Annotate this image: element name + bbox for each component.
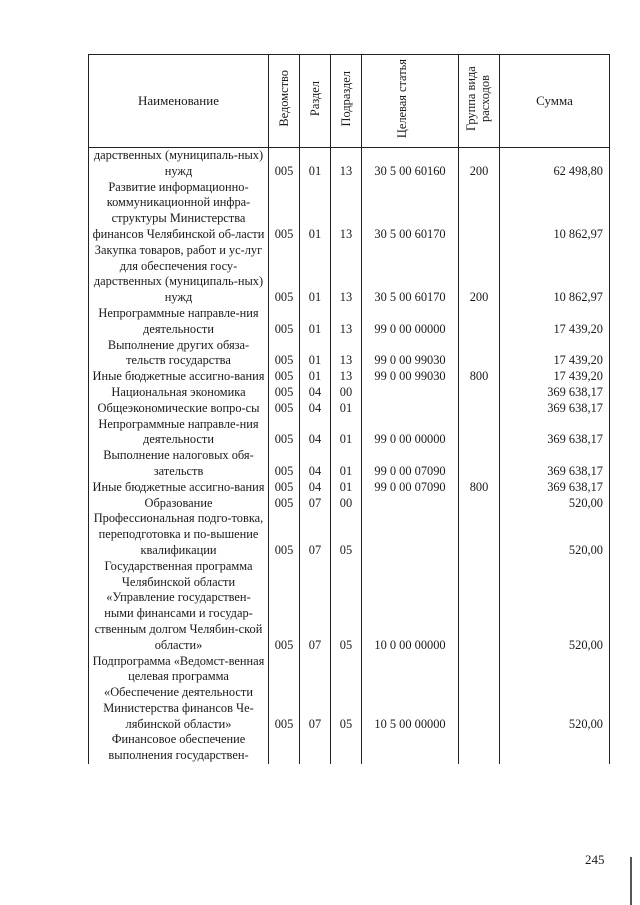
cell-gruppa bbox=[459, 654, 500, 733]
cell-vedomstvo: 005 bbox=[269, 401, 300, 417]
cell-podrazdel: 13 bbox=[331, 338, 362, 370]
cell-razdel: 07 bbox=[300, 496, 331, 512]
cell-celevaya bbox=[362, 732, 459, 764]
cell-vedomstvo bbox=[269, 732, 300, 764]
budget-table bbox=[88, 54, 610, 764]
cell-gruppa bbox=[459, 559, 500, 654]
cell-summa: 10 862,97 bbox=[500, 243, 610, 306]
cell-name: Иные бюджетные ассигно-вания bbox=[89, 480, 269, 496]
cell-gruppa bbox=[459, 448, 500, 480]
cell-vedomstvo: 005 bbox=[269, 654, 300, 733]
cell-celevaya bbox=[362, 496, 459, 512]
table-row bbox=[89, 654, 610, 733]
cell-podrazdel: 00 bbox=[331, 496, 362, 512]
table-row bbox=[89, 417, 610, 449]
table-row bbox=[89, 148, 610, 180]
cell-gruppa bbox=[459, 511, 500, 558]
cell-name: Профессиональная подго-товка, переподготовка и по-вышение квалификации bbox=[89, 511, 269, 558]
cell-vedomstvo: 005 bbox=[269, 180, 300, 243]
table-row bbox=[89, 369, 610, 385]
table-row bbox=[89, 385, 610, 401]
cell-razdel: 01 bbox=[300, 180, 331, 243]
cell-podrazdel: 13 bbox=[331, 306, 362, 338]
cell-podrazdel: 13 bbox=[331, 369, 362, 385]
header-podrazdel: Подраздел bbox=[331, 55, 362, 148]
cell-vedomstvo: 005 bbox=[269, 306, 300, 338]
cell-celevaya bbox=[362, 385, 459, 401]
cell-vedomstvo: 005 bbox=[269, 338, 300, 370]
cell-celevaya: 10 5 00 00000 bbox=[362, 654, 459, 733]
cell-celevaya: 99 0 00 07090 bbox=[362, 480, 459, 496]
cell-summa: 62 498,80 bbox=[500, 148, 610, 180]
cell-razdel: 04 bbox=[300, 417, 331, 449]
cell-gruppa bbox=[459, 401, 500, 417]
table-row bbox=[89, 496, 610, 512]
cell-razdel: 01 bbox=[300, 369, 331, 385]
cell-celevaya: 99 0 00 99030 bbox=[362, 369, 459, 385]
cell-gruppa: 200 bbox=[459, 148, 500, 180]
cell-razdel: 07 bbox=[300, 654, 331, 733]
table-row bbox=[89, 243, 610, 306]
header-name: Наименование bbox=[89, 55, 269, 148]
cell-razdel: 01 bbox=[300, 243, 331, 306]
cell-gruppa: 800 bbox=[459, 480, 500, 496]
header-gruppa: Группа вида расходов bbox=[459, 55, 500, 148]
cell-name: Иные бюджетные ассигно-вания bbox=[89, 369, 269, 385]
cell-podrazdel: 13 bbox=[331, 243, 362, 306]
cell-razdel: 04 bbox=[300, 401, 331, 417]
cell-podrazdel bbox=[331, 732, 362, 764]
table-row bbox=[89, 448, 610, 480]
cell-vedomstvo: 005 bbox=[269, 448, 300, 480]
cell-summa: 520,00 bbox=[500, 511, 610, 558]
cell-vedomstvo: 005 bbox=[269, 243, 300, 306]
cell-razdel: 01 bbox=[300, 306, 331, 338]
cell-podrazdel: 01 bbox=[331, 448, 362, 480]
cell-name: Финансовое обеспечение выполнения государствен- bbox=[89, 732, 269, 764]
cell-razdel: 07 bbox=[300, 559, 331, 654]
cell-gruppa bbox=[459, 180, 500, 243]
table-body bbox=[89, 148, 610, 765]
cell-name: Государственная программа Челябинской области «Управление государствен-ными финансами и государ-ственным долгом Челябин-ской области» bbox=[89, 559, 269, 654]
cell-celevaya: 10 0 00 00000 bbox=[362, 559, 459, 654]
cell-summa: 10 862,97 bbox=[500, 180, 610, 243]
header-vedomstvo: Ведомство bbox=[269, 55, 300, 148]
header-summa: Сумма bbox=[500, 55, 610, 148]
cell-vedomstvo: 005 bbox=[269, 496, 300, 512]
cell-name: Национальная экономика bbox=[89, 385, 269, 401]
table-header-row bbox=[89, 55, 610, 148]
cell-podrazdel: 05 bbox=[331, 559, 362, 654]
table-row bbox=[89, 306, 610, 338]
cell-summa: 369 638,17 bbox=[500, 480, 610, 496]
cell-celevaya: 99 0 00 99030 bbox=[362, 338, 459, 370]
cell-name: Подпрограмма «Ведомст-венная целевая программа «Обеспечение деятельности Министерства финансов Че-лябинской области» bbox=[89, 654, 269, 733]
cell-summa bbox=[500, 732, 610, 764]
cell-gruppa bbox=[459, 385, 500, 401]
cell-vedomstvo: 005 bbox=[269, 385, 300, 401]
cell-podrazdel: 01 bbox=[331, 401, 362, 417]
cell-celevaya bbox=[362, 401, 459, 417]
cell-name: Общеэкономические вопро-сы bbox=[89, 401, 269, 417]
cell-summa: 369 638,17 bbox=[500, 385, 610, 401]
cell-celevaya bbox=[362, 511, 459, 558]
cell-summa: 17 439,20 bbox=[500, 369, 610, 385]
scan-edge-mark bbox=[630, 857, 632, 905]
cell-name: Закупка товаров, работ и ус-луг для обеспечения госу-дарственных (муниципаль-ных) нужд bbox=[89, 243, 269, 306]
table-row bbox=[89, 559, 610, 654]
cell-razdel: 04 bbox=[300, 480, 331, 496]
header-celevaya: Целевая статья bbox=[362, 55, 459, 148]
cell-summa: 369 638,17 bbox=[500, 401, 610, 417]
cell-celevaya: 30 5 00 60170 bbox=[362, 243, 459, 306]
cell-celevaya: 99 0 00 00000 bbox=[362, 417, 459, 449]
table-row bbox=[89, 732, 610, 764]
cell-gruppa: 800 bbox=[459, 369, 500, 385]
cell-name: Непрограммные направле-ния деятельности bbox=[89, 417, 269, 449]
cell-razdel bbox=[300, 732, 331, 764]
cell-razdel: 04 bbox=[300, 385, 331, 401]
cell-summa: 520,00 bbox=[500, 559, 610, 654]
cell-vedomstvo: 005 bbox=[269, 369, 300, 385]
cell-summa: 520,00 bbox=[500, 654, 610, 733]
cell-gruppa bbox=[459, 732, 500, 764]
cell-razdel: 01 bbox=[300, 338, 331, 370]
cell-name: Непрограммные направле-ния деятельности bbox=[89, 306, 269, 338]
cell-vedomstvo: 005 bbox=[269, 480, 300, 496]
cell-podrazdel: 00 bbox=[331, 385, 362, 401]
cell-podrazdel: 05 bbox=[331, 511, 362, 558]
cell-gruppa bbox=[459, 417, 500, 449]
cell-celevaya: 99 0 00 00000 bbox=[362, 306, 459, 338]
cell-razdel: 04 bbox=[300, 448, 331, 480]
cell-name: Образование bbox=[89, 496, 269, 512]
cell-gruppa: 200 bbox=[459, 243, 500, 306]
cell-summa: 369 638,17 bbox=[500, 448, 610, 480]
cell-gruppa bbox=[459, 338, 500, 370]
header-razdel: Раздел bbox=[300, 55, 331, 148]
cell-name: Выполнение других обяза-тельств государства bbox=[89, 338, 269, 370]
cell-gruppa bbox=[459, 306, 500, 338]
cell-vedomstvo: 005 bbox=[269, 417, 300, 449]
cell-celevaya: 30 5 00 60170 bbox=[362, 180, 459, 243]
cell-name: Выполнение налоговых обя-зательств bbox=[89, 448, 269, 480]
cell-summa: 17 439,20 bbox=[500, 338, 610, 370]
cell-podrazdel: 01 bbox=[331, 480, 362, 496]
cell-podrazdel: 13 bbox=[331, 180, 362, 243]
table-row bbox=[89, 511, 610, 558]
table-row bbox=[89, 180, 610, 243]
cell-podrazdel: 01 bbox=[331, 417, 362, 449]
cell-name: дарственных (муниципаль-ных) нужд bbox=[89, 148, 269, 180]
cell-summa: 369 638,17 bbox=[500, 417, 610, 449]
cell-razdel: 07 bbox=[300, 511, 331, 558]
cell-summa: 520,00 bbox=[500, 496, 610, 512]
page-number: 245 bbox=[585, 852, 605, 867]
table-row bbox=[89, 338, 610, 370]
cell-razdel: 01 bbox=[300, 148, 331, 180]
cell-vedomstvo: 005 bbox=[269, 559, 300, 654]
cell-celevaya: 30 5 00 60160 bbox=[362, 148, 459, 180]
table-row bbox=[89, 401, 610, 417]
cell-podrazdel: 05 bbox=[331, 654, 362, 733]
cell-name: Развитие информационно-коммуникационной инфра-структуры Министерства финансов Челябинской об-ласти bbox=[89, 180, 269, 243]
table-row bbox=[89, 480, 610, 496]
cell-celevaya: 99 0 00 07090 bbox=[362, 448, 459, 480]
cell-gruppa bbox=[459, 496, 500, 512]
cell-vedomstvo: 005 bbox=[269, 148, 300, 180]
cell-podrazdel: 13 bbox=[331, 148, 362, 180]
cell-vedomstvo: 005 bbox=[269, 511, 300, 558]
cell-summa: 17 439,20 bbox=[500, 306, 610, 338]
